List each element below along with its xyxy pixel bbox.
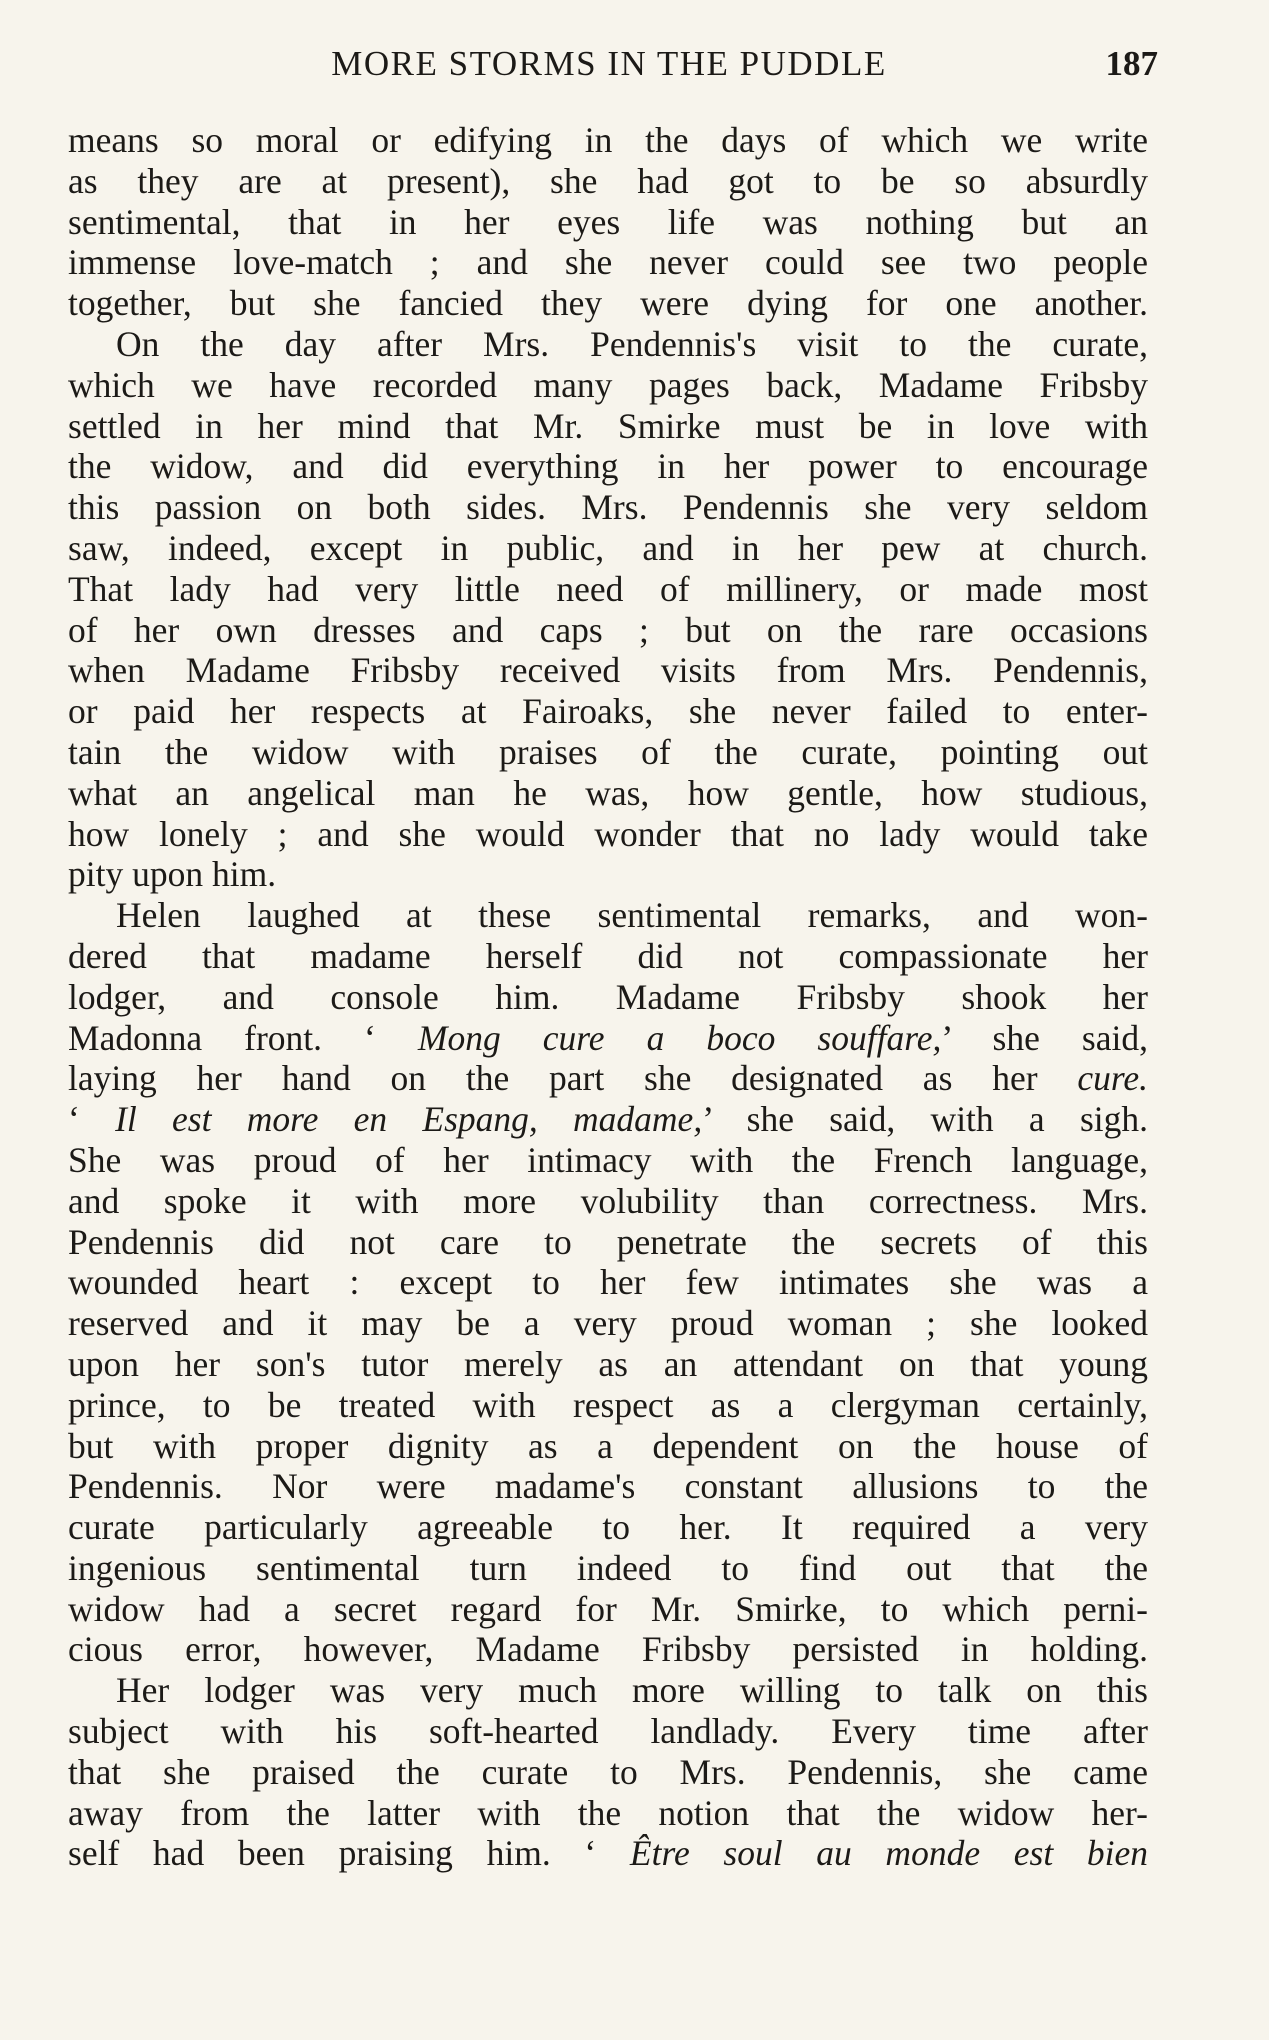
- text-line: prince, to be treated with respect as a clergyman certainly,: [68, 1384, 1148, 1425]
- text-line: or paid her respects at Fairoaks, she never failed to enter-: [68, 691, 1148, 732]
- text-line: upon her son's tutor merely as an attendant on that young: [68, 1343, 1148, 1384]
- text-line: lodger, and console him. Madame Fribsby shook her: [68, 976, 1148, 1017]
- italic-french-phrase: Être soul au monde est bien: [629, 1833, 1148, 1874]
- text-line: sentimental, that in her eyes life was nothing but an: [68, 201, 1148, 242]
- text-line: what an angelical man he was, how gentle, how studious,: [68, 772, 1148, 813]
- text-line: away from the latter with the notion that the widow her-: [68, 1792, 1148, 1833]
- text-line: this passion on both sides. Mrs. Pendennis she very seldom: [68, 487, 1148, 528]
- text-line: settled in her mind that Mr. Smirke must be in love with: [68, 405, 1148, 446]
- text-line: but with proper dignity as a dependent on the house of: [68, 1425, 1148, 1466]
- text-line: tain the widow with praises of the curate, pointing out: [68, 731, 1148, 772]
- text-line: the widow, and did everything in her power to encourage: [68, 446, 1148, 487]
- text-line: dered that madame herself did not compassionate her: [68, 935, 1148, 976]
- text-line: [68, 1099, 1148, 1140]
- italic-french-phrase: Il est more en Espang, madame,: [115, 1099, 703, 1140]
- text-line: ingenious sentimental turn indeed to find out that the: [68, 1547, 1148, 1588]
- text-line: Pendennis did not care to penetrate the secrets of this: [68, 1221, 1148, 1262]
- text-line: Helen laughed at these sentimental remarks, and won-: [116, 895, 1148, 936]
- text-line: curate particularly agreeable to her. It required a very: [68, 1507, 1148, 1548]
- text-line: of her own dresses and caps ; but on the rare occasions: [68, 609, 1148, 650]
- text-line: Her lodger was very much more willing to talk on this: [116, 1670, 1148, 1711]
- text-line: pity upon him.: [68, 854, 277, 895]
- text-segment: laying her hand on the part she designated as her: [68, 1058, 1078, 1099]
- running-head: MORE STORMS IN THE PUDDLE: [331, 44, 887, 83]
- text-line: subject with his soft-hearted landlady. Every time after: [68, 1711, 1148, 1752]
- text-line: [68, 1833, 1148, 1874]
- text-line: wounded heart : except to her few intimates she was a: [68, 1262, 1148, 1303]
- text-line: as they are at present), she had got to be so absurdly: [68, 160, 1148, 201]
- text-line: Pendennis. Nor were madame's constant allusions to the: [68, 1466, 1148, 1507]
- text-line: that she praised the curate to Mrs. Pendennis, she came: [68, 1751, 1148, 1792]
- text-line: how lonely ; and she would wonder that no lady would take: [68, 813, 1148, 854]
- text-segment: Madonna front. ‘: [68, 1017, 418, 1058]
- page-number: 187: [1105, 44, 1158, 83]
- italic-french-word: cure.: [1077, 1058, 1148, 1099]
- text-line: reserved and it may be a very proud woman ; she looked: [68, 1303, 1148, 1344]
- italic-french-phrase: Mong cure a boco souffare,: [417, 1017, 942, 1058]
- text-line: On the day after Mrs. Pendennis's visit to the curate,: [116, 323, 1148, 364]
- text-line: when Madame Fribsby received visits from Mrs. Pendennis,: [68, 650, 1148, 691]
- text-line: [68, 1058, 1148, 1099]
- text-segment: ’ she said, with a sigh.: [702, 1099, 1148, 1140]
- text-line: and spoke it with more volubility than correctness. Mrs.: [68, 1180, 1148, 1221]
- text-line: She was proud of her intimacy with the French language,: [68, 1139, 1148, 1180]
- text-segment: self had been praising him. ‘: [68, 1833, 630, 1874]
- body-text: [68, 120, 1148, 1874]
- text-line: That lady had very little need of millinery, or made most: [68, 568, 1148, 609]
- text-segment: ‘: [68, 1099, 116, 1140]
- text-line: widow had a secret regard for Mr. Smirke, to which perni-: [68, 1588, 1148, 1629]
- text-line: cious error, however, Madame Fribsby persisted in holding.: [68, 1629, 1148, 1670]
- text-segment: ’ she said,: [941, 1017, 1148, 1058]
- text-line: saw, indeed, except in public, and in her pew at church.: [68, 527, 1148, 568]
- text-line: immense love-match ; and she never could see two people: [68, 242, 1148, 283]
- text-line: which we have recorded many pages back, Madame Fribsby: [68, 364, 1148, 405]
- page-header: [60, 44, 1158, 92]
- text-line: [68, 1018, 1148, 1059]
- text-line: together, but she fancied they were dying for one another.: [68, 283, 1148, 324]
- text-line: means so moral or edifying in the days of which we write: [68, 120, 1148, 160]
